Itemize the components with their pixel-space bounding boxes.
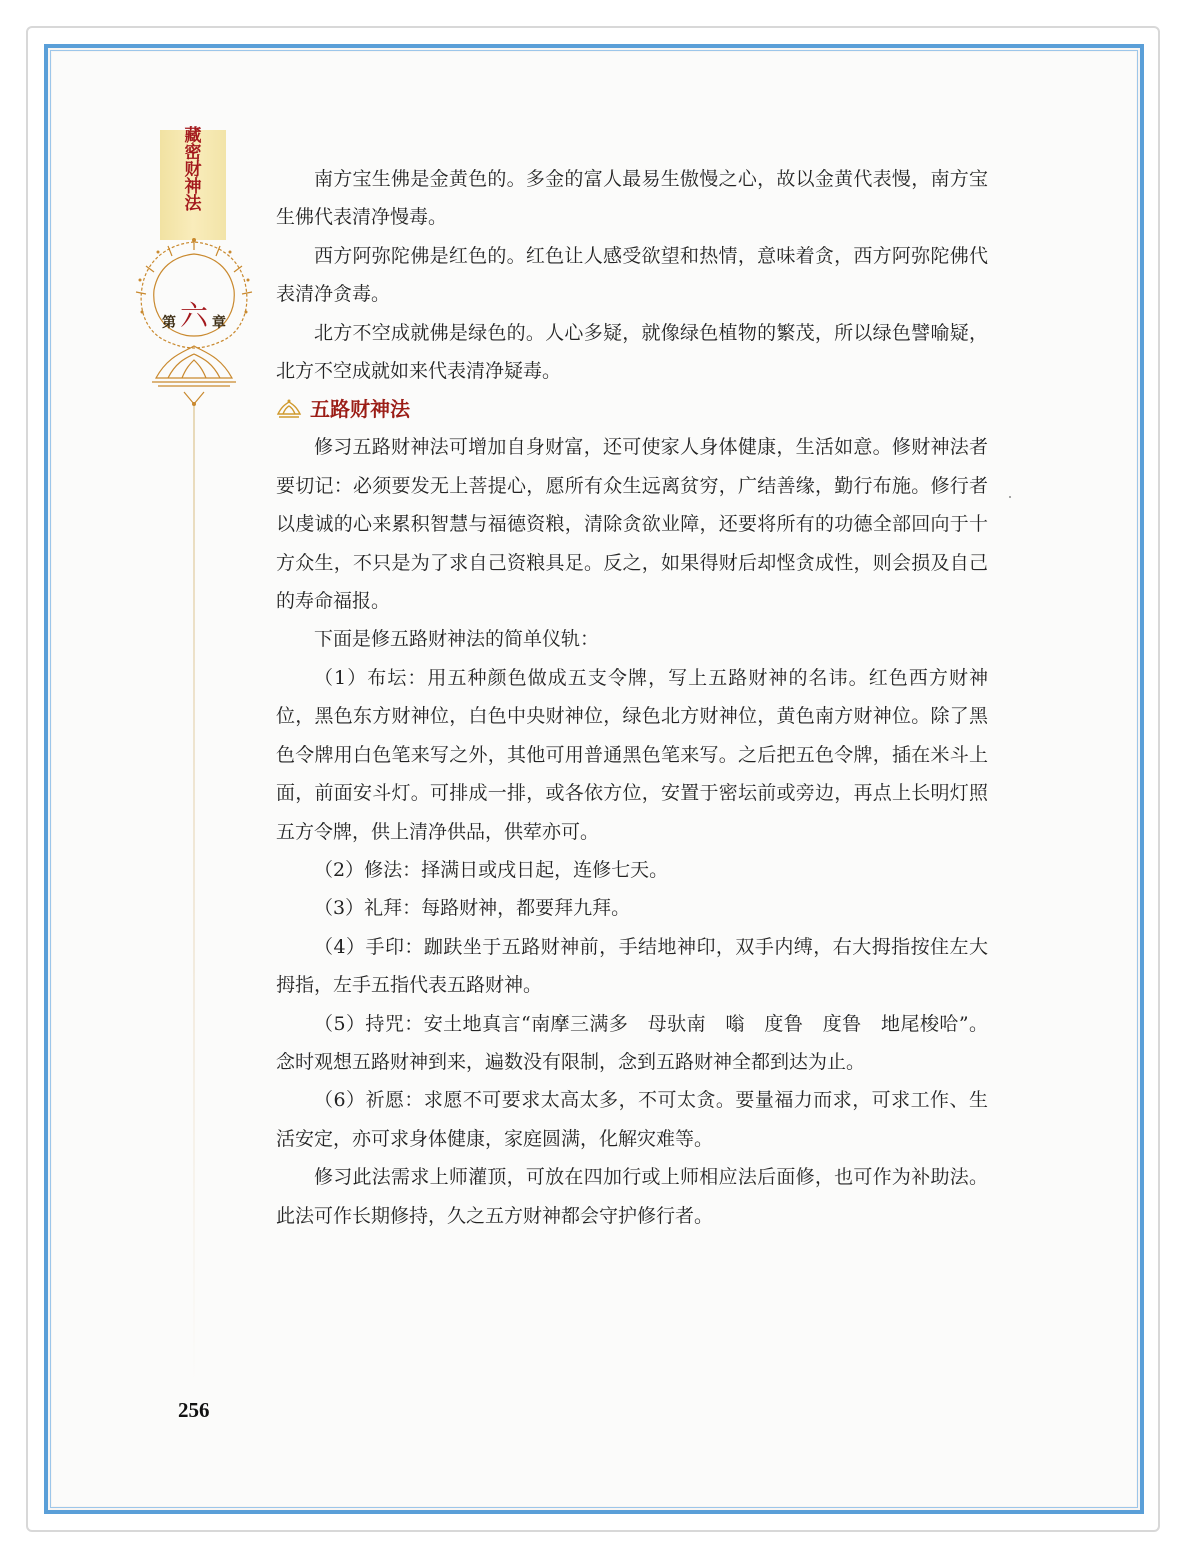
paragraph: 北方不空成就佛是绿色的。人心多疑，就像绿色植物的繁茂，所以绿色譬喻疑，北方不空成就如来代表清净疑毒。 [276, 321, 988, 383]
book-title-vertical: 藏密财神法 [184, 126, 202, 214]
section-title: 五路财神法 [310, 397, 410, 422]
chapter-label-right: 章 [212, 315, 226, 331]
paragraph: （5）持咒：安土地真言“南摩三满多 母驮南 嗡 度鲁 度鲁 地尾梭哈”。念时观想五路财神到来，遍数没有限制，念到五路财神全都到达为止。 [276, 1012, 988, 1073]
paragraph: （4）手印：跏趺坐于五路财神前，手结地神印，双手内缚，右大拇指按住左大拇指，左手五指代表五路财神。 [276, 935, 988, 997]
paragraph: 修习此法需求上师灌顶，可放在四加行或上师相应法后面修，也可作为补助法。此法可作长期修持，久之五方财神都会守护修行者。 [276, 1166, 988, 1227]
page-body [276, 160, 988, 1235]
page-number: 256 [178, 1398, 210, 1422]
chapter-number: 六 [180, 299, 209, 332]
paragraph: 修习五路财神法可增加自身财富，还可使家人身体健康，生活如意。修财神法者要切记：必须要发无上菩提心，愿所有众生远离贫穷，广结善缘，勤行布施。修行者以虔诚的心来累积智慧与福德资粮，清除贪欲业障，还要将所有的功德全部回向于十方众生，不只是为了求自己资粮具足。反之，如果得财后却悭贪成性，则会损及自己的寿命福报。 [276, 436, 988, 613]
paragraph: （6）祈愿：求愿不可要求太高太多，不可太贪。要量福力而求，可求工作、生活安定，亦可求身体健康，家庭圆满，化解灾难等。 [276, 1089, 988, 1150]
print-speck [1009, 496, 1011, 498]
chapter-label-left: 第 [162, 315, 176, 331]
paragraph: （3）礼拜：每路财神，都要拜九拜。 [314, 897, 631, 920]
paragraph: 西方阿弥陀佛是红色的。红色让人感受欲望和热情，意味着贪，西方阿弥陀佛代表清净贪毒。 [276, 244, 988, 306]
paragraph: （1）布坛：用五种颜色做成五支令牌，写上五路财神的名讳。红色西方财神位，黑色东方财神位，白色中央财神位，绿色北方财神位，黄色南方财神位。除了黑色令牌用白色笔来写之外，其他可用普通黑色笔来写。之后把五色令牌，插在米斗上面，前面安斗灯。可排成一排，或各依方位，安置于密坛前或旁边，再点上长明灯照五方令牌，供上清净供品，供荤亦可。 [276, 666, 988, 843]
paragraph: 下面是修五路财神法的简单仪轨： [314, 628, 600, 651]
paragraph: 南方宝生佛是金黄色的。多金的富人最易生傲慢之心，故以金黄代表慢，南方宝生佛代表清净慢毒。 [276, 168, 988, 229]
margin-decoration-line [193, 406, 195, 1386]
paragraph: （2）修法：择满日或戌日起，连修七天。 [314, 858, 669, 881]
section-heading [276, 390, 988, 428]
lotus-bullet-icon [276, 398, 302, 420]
